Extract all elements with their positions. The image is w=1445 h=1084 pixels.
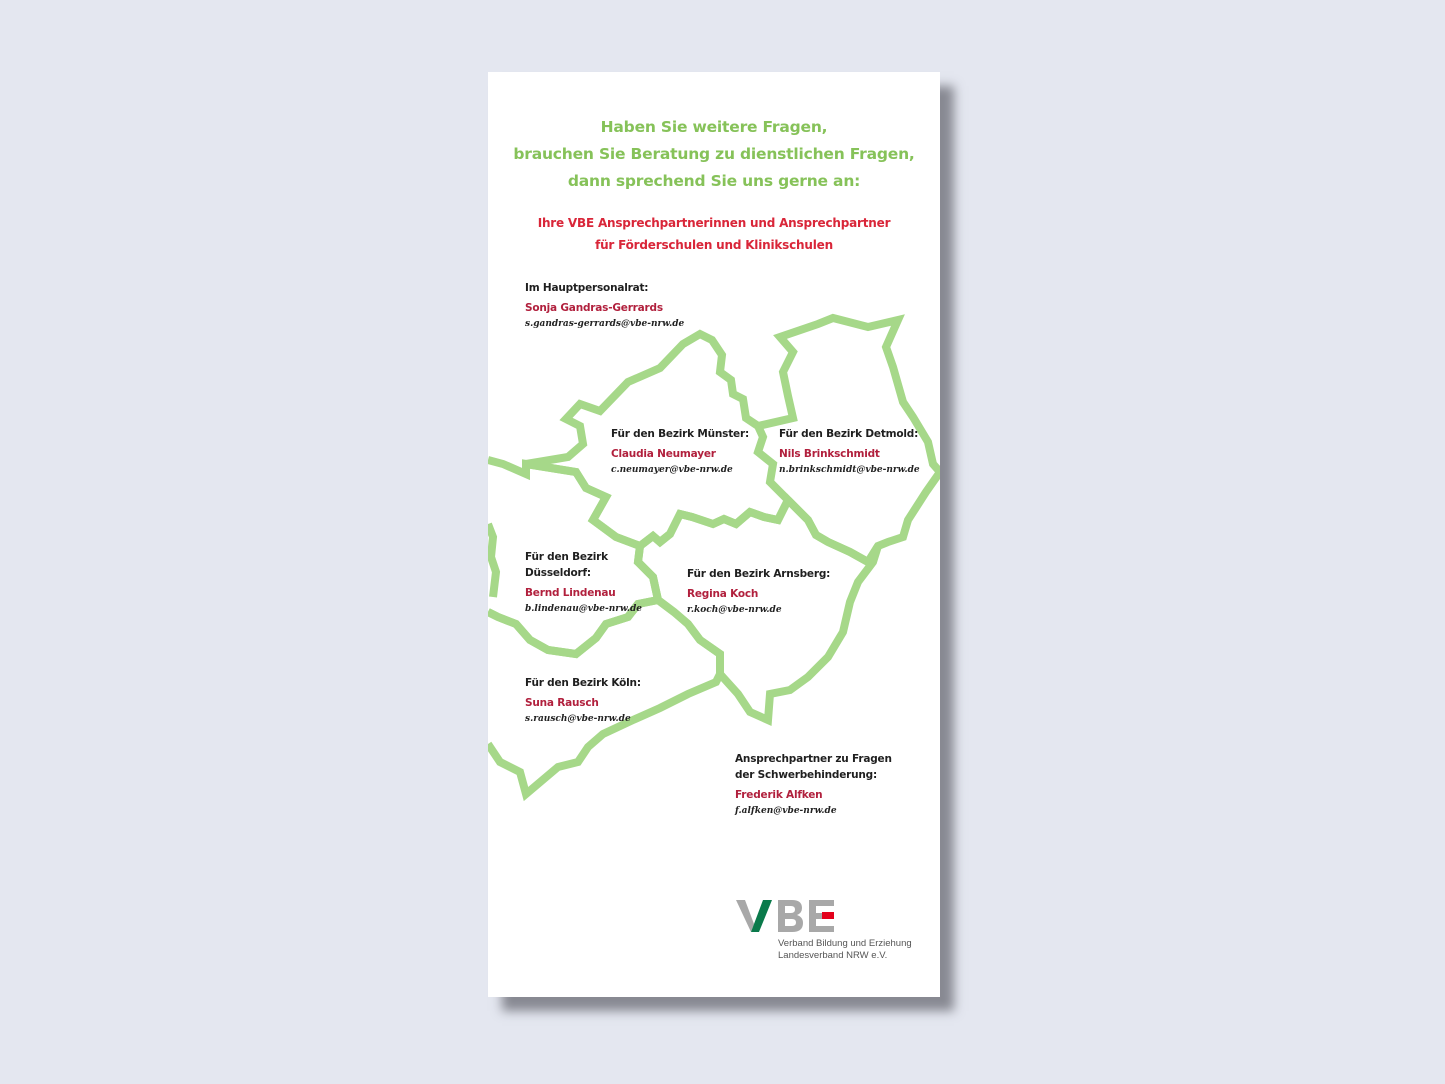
contact-label: Für den Bezirk Arnsberg: <box>687 568 831 580</box>
contact-hauptpersonalrat <box>525 280 684 332</box>
contact-label-line-2: Düsseldorf: <box>525 567 591 579</box>
logo-line-2: Landesverband NRW e.V. <box>778 950 888 961</box>
contact-label-line-2: der Schwerbehinderung: <box>735 769 878 781</box>
flyer-page <box>488 72 940 997</box>
heading-line-2: brauchen Sie Beratung zu dienstlichen Fragen, <box>513 145 915 163</box>
contact-name: Claudia Neumayer <box>611 448 716 460</box>
contact-arnsberg <box>687 566 830 618</box>
contact-name: Frederik Alfken <box>735 789 823 801</box>
subheading-line-2: für Förderschulen und Klinikschulen <box>595 238 833 252</box>
vbe-logo-mark <box>734 898 836 934</box>
contact-email[interactable]: b.lindenau@vbe-nrw.de <box>525 604 643 614</box>
contact-name: Bernd Lindenau <box>525 587 616 599</box>
contact-email[interactable]: c.neumayer@vbe-nrw.de <box>611 465 733 475</box>
flyer-subheading <box>488 212 940 256</box>
nrw-district-map <box>488 72 940 997</box>
contact-koeln <box>525 675 641 727</box>
contact-label: Für den Bezirk Köln: <box>525 677 641 689</box>
contact-email[interactable]: s.gandras-gerrards@vbe-nrw.de <box>525 319 685 329</box>
vbe-logo-text <box>778 938 912 962</box>
contact-label: Im Hauptpersonalrat: <box>525 282 649 294</box>
contact-muenster <box>611 426 749 478</box>
contact-name: Suna Rausch <box>525 697 599 709</box>
contact-label-line-1: Für den Bezirk <box>525 551 608 563</box>
contact-email[interactable]: n.brinkschmidt@vbe-nrw.de <box>779 465 920 475</box>
contact-label: Für den Bezirk Detmold: <box>779 428 919 440</box>
logo-line-1: Verband Bildung und Erziehung <box>778 938 912 949</box>
heading-line-1: Haben Sie weitere Fragen, <box>600 118 828 136</box>
contact-duesseldorf <box>525 549 642 617</box>
contact-email[interactable]: f.alfken@vbe-nrw.de <box>735 806 837 816</box>
map-outline-west-edge <box>488 524 496 597</box>
vbe-logo <box>734 898 934 968</box>
contact-label: Für den Bezirk Münster: <box>611 428 749 440</box>
contact-name: Nils Brinkschmidt <box>779 448 880 460</box>
contact-name: Sonja Gandras-Gerrards <box>525 302 663 314</box>
contact-detmold <box>779 426 920 478</box>
contact-email[interactable]: s.rausch@vbe-nrw.de <box>525 714 631 724</box>
contact-schwerbehinderung <box>735 751 892 819</box>
subheading-line-1: Ihre VBE Ansprechpartnerinnen und Ansprechpartner <box>537 216 891 230</box>
contact-email[interactable]: r.koch@vbe-nrw.de <box>687 605 782 615</box>
contact-name: Regina Koch <box>687 588 759 600</box>
contact-label-line-1: Ansprechpartner zu Fragen <box>735 753 892 765</box>
heading-line-3: dann sprechend Sie uns gerne an: <box>567 172 861 190</box>
flyer-heading <box>488 114 940 195</box>
